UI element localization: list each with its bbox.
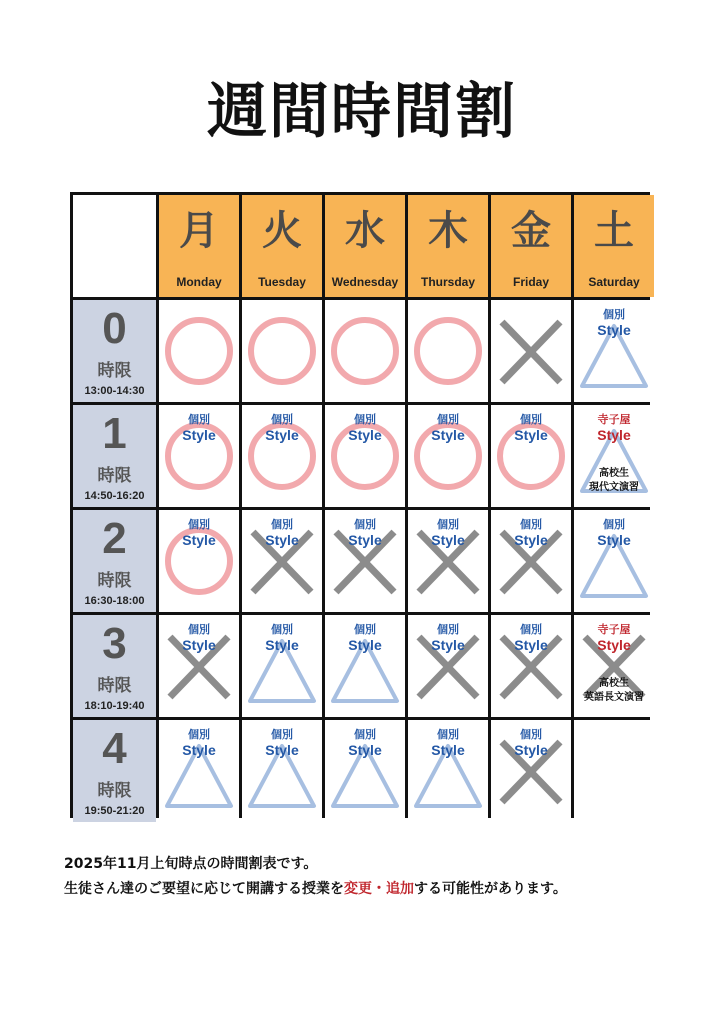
class-label <box>159 720 239 759</box>
schedule-cell <box>159 405 239 507</box>
class-name-label: Style <box>431 427 465 443</box>
schedule-cell <box>159 720 239 822</box>
class-type-label: 個別 <box>271 623 293 636</box>
schedule-cell <box>242 615 322 717</box>
schedule-cell <box>408 720 488 822</box>
class-type-label: 個別 <box>271 413 293 426</box>
class-type-label: 個別 <box>603 308 625 321</box>
class-type-label: 個別 <box>437 623 459 636</box>
schedule-cell <box>574 405 654 507</box>
footer-line-2 <box>64 877 567 902</box>
class-type-label: 個別 <box>520 728 542 741</box>
class-label <box>242 720 322 759</box>
class-name-label: Style <box>348 427 382 443</box>
class-name-label: Style <box>348 637 382 653</box>
period-label: 時限 <box>97 676 132 696</box>
period-label: 時限 <box>97 361 132 381</box>
class-type-label: 寺子屋 <box>597 623 631 636</box>
schedule-cell <box>242 510 322 612</box>
class-type-label: 個別 <box>520 518 542 531</box>
day-kanji: 土 <box>594 208 634 254</box>
footer-highlight-change: 変更 <box>344 881 372 897</box>
period-number: 4 <box>102 724 127 773</box>
class-name-label: Style <box>597 427 631 443</box>
class-label <box>242 405 322 444</box>
class-type-label: 個別 <box>437 518 459 531</box>
circle-mark-icon <box>159 300 239 402</box>
class-name-label: Style <box>431 637 465 653</box>
class-name-label: Style <box>514 637 548 653</box>
footer-note <box>64 852 567 902</box>
schedule-cell <box>325 405 405 507</box>
class-type-label: 個別 <box>354 728 376 741</box>
footer-text-end: する可能性があります。 <box>414 881 567 897</box>
class-name-label: Style <box>265 637 299 653</box>
day-header-monday <box>159 195 239 297</box>
day-english: Wednesday <box>331 275 399 289</box>
class-name-label: Style <box>265 427 299 443</box>
period-header-0 <box>73 300 156 402</box>
class-label <box>574 615 654 654</box>
class-label <box>159 615 239 654</box>
class-type-label: 個別 <box>188 413 210 426</box>
schedule-cell <box>491 300 571 402</box>
footer-line-1: 2025年11月上旬時点の時間割表です。 <box>64 856 318 872</box>
class-label <box>325 615 405 654</box>
schedule-cell <box>159 300 239 402</box>
schedule-cell <box>491 405 571 507</box>
class-label <box>325 510 405 549</box>
day-kanji: 月 <box>179 208 219 254</box>
schedule-cell <box>325 720 405 822</box>
class-type-label: 個別 <box>188 518 210 531</box>
circle-mark-icon <box>242 300 322 402</box>
day-header-friday <box>491 195 571 297</box>
class-note: 高校生 <box>599 678 629 689</box>
circle-mark-icon <box>408 300 488 402</box>
period-label: 時限 <box>97 571 132 591</box>
class-type-label: 個別 <box>520 623 542 636</box>
schedule-cell <box>491 720 571 822</box>
class-name-label: Style <box>265 742 299 758</box>
class-label <box>574 300 654 339</box>
day-english: Thursday <box>420 275 475 289</box>
period-header-1 <box>73 405 156 507</box>
period-header-2 <box>73 510 156 612</box>
day-kanji: 火 <box>262 208 302 254</box>
class-name-label: Style <box>348 742 382 758</box>
footer-separator: ・ <box>372 881 386 897</box>
period-number: 0 <box>102 304 127 353</box>
schedule-cell <box>242 300 322 402</box>
day-english: Friday <box>512 275 549 289</box>
class-label <box>491 510 571 549</box>
class-label <box>408 720 488 759</box>
class-type-label: 個別 <box>271 518 293 531</box>
schedule-cell <box>574 720 654 822</box>
class-label <box>491 720 571 759</box>
class-type-label: 個別 <box>271 728 293 741</box>
period-number: 2 <box>102 514 127 563</box>
day-header-thursday <box>408 195 488 297</box>
period-number: 3 <box>102 619 127 668</box>
class-type-label: 個別 <box>437 413 459 426</box>
class-type-label: 個別 <box>520 413 542 426</box>
class-note: 英語長文演習 <box>584 692 644 703</box>
class-name-label: Style <box>514 742 548 758</box>
class-name-label: Style <box>514 532 548 548</box>
schedule-cell <box>159 615 239 717</box>
class-note: 現代文演習 <box>589 482 639 493</box>
schedule-cell <box>408 615 488 717</box>
class-name-label: Style <box>182 742 216 758</box>
day-kanji: 水 <box>345 208 385 254</box>
schedule-cell <box>408 510 488 612</box>
class-note: 高校生 <box>599 468 629 479</box>
class-type-label: 個別 <box>188 623 210 636</box>
period-time: 18:10-19:40 <box>84 700 145 712</box>
class-type-label: 個別 <box>354 413 376 426</box>
page-title: 週間時間割 <box>207 77 517 147</box>
class-type-label: 寺子屋 <box>597 413 631 426</box>
class-label <box>491 405 571 444</box>
footer-text: 生徒さん達のご要望に応じて開講する授業を <box>64 881 344 897</box>
schedule-cell <box>242 405 322 507</box>
class-name-label: Style <box>514 427 548 443</box>
class-label <box>408 615 488 654</box>
class-name-label: Style <box>431 532 465 548</box>
period-time: 13:00-14:30 <box>84 385 145 397</box>
period-time: 19:50-21:20 <box>84 805 145 817</box>
class-label <box>242 615 322 654</box>
class-name-label: Style <box>597 322 631 338</box>
class-label <box>325 405 405 444</box>
class-label <box>408 405 488 444</box>
class-name-label: Style <box>182 532 216 548</box>
schedule-cell <box>574 615 654 717</box>
schedule-cell <box>159 510 239 612</box>
corner-cell <box>73 195 156 297</box>
day-kanji: 木 <box>428 208 468 254</box>
class-name-label: Style <box>182 637 216 653</box>
schedule-cell <box>491 510 571 612</box>
day-english: Saturday <box>588 275 640 289</box>
class-type-label: 個別 <box>603 518 625 531</box>
class-name-label: Style <box>182 427 216 443</box>
class-type-label: 個別 <box>354 518 376 531</box>
class-label <box>159 510 239 549</box>
period-label: 時限 <box>97 466 132 486</box>
period-header-4 <box>73 720 156 822</box>
class-name-label: Style <box>265 532 299 548</box>
schedule-cell <box>325 615 405 717</box>
class-type-label: 個別 <box>188 728 210 741</box>
period-time: 16:30-18:00 <box>84 595 145 607</box>
class-name-label: Style <box>597 637 631 653</box>
period-label: 時限 <box>97 781 132 801</box>
circle-mark-icon <box>325 300 405 402</box>
class-label <box>242 510 322 549</box>
period-number: 1 <box>102 409 127 458</box>
class-label <box>408 510 488 549</box>
class-label <box>574 510 654 549</box>
cross-mark-icon <box>491 300 571 402</box>
schedule-cell <box>574 300 654 402</box>
schedule-cell <box>574 510 654 612</box>
day-english: Monday <box>176 275 222 289</box>
class-label <box>574 405 654 444</box>
day-english: Tuesday <box>258 275 306 289</box>
schedule-cell <box>325 510 405 612</box>
period-header-3 <box>73 615 156 717</box>
day-header-tuesday <box>242 195 322 297</box>
class-type-label: 個別 <box>354 623 376 636</box>
footer-highlight-add: 追加 <box>386 881 414 897</box>
period-time: 14:50-16:20 <box>84 490 145 502</box>
class-name-label: Style <box>597 532 631 548</box>
schedule-cell <box>491 615 571 717</box>
class-name-label: Style <box>431 742 465 758</box>
class-label <box>491 615 571 654</box>
class-name-label: Style <box>348 532 382 548</box>
schedule-cell <box>242 720 322 822</box>
class-label <box>159 405 239 444</box>
day-header-saturday <box>574 195 654 297</box>
schedule-cell <box>408 405 488 507</box>
day-kanji: 金 <box>511 208 551 254</box>
schedule-cell <box>408 300 488 402</box>
class-label <box>325 720 405 759</box>
day-header-wednesday <box>325 195 405 297</box>
schedule-cell <box>325 300 405 402</box>
timetable-grid <box>70 192 650 818</box>
class-type-label: 個別 <box>437 728 459 741</box>
